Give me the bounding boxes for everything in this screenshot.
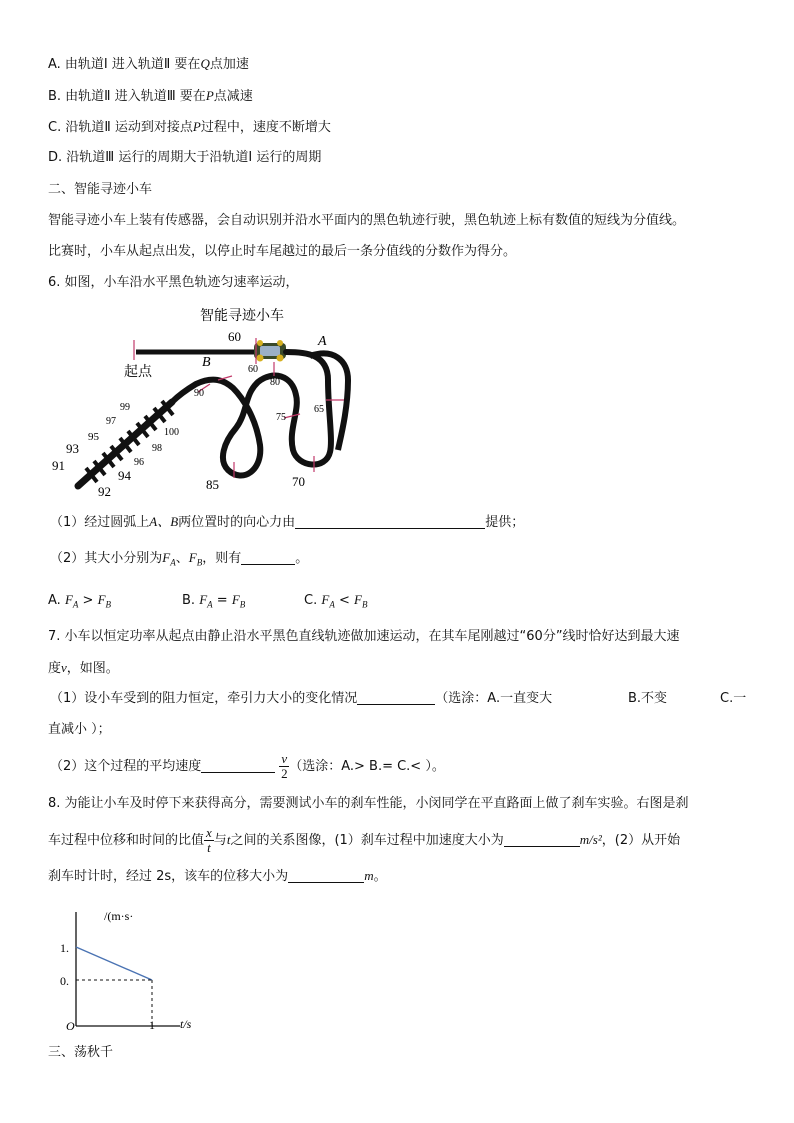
q6-part1: （1）经过圆弧上A、B两位置时的向心力由 提供； (50, 514, 525, 530)
q8-line2: 车过程中位移和时间的比值 $\frac{x}{t}$ 与t之间的关系图像，(1）刹车过程中加速度大小为 m/s²，(2）从开始 (48, 825, 681, 855)
score-label-60-top: 60 (228, 329, 241, 344)
q7-part1-opt-b: B.不变 (628, 691, 668, 706)
q7-part1: （1）设小车受到的阻力恒定，牵引力大小的变化情况 （选涂：A.一直变大 (50, 691, 553, 706)
score-label-98: 98 (152, 443, 162, 454)
q8-displacement-blank[interactable] (288, 868, 364, 883)
score-label-94: 94 (118, 468, 131, 483)
q8-line3: 刹车时计时，经过 2s，该车的位移大小为 m。 (48, 868, 387, 884)
section2-intro-line2: 比赛时，小车从起点出发，以停止时车尾越过的最后一条分值线的分数作为得分。 (48, 244, 517, 259)
q6-option-c[interactable]: C. $F_A < F_B$ (304, 592, 368, 610)
q6-option-b[interactable]: B. $F_A = F_B$ (182, 592, 246, 610)
graph-ylabel: /(m·s· (104, 909, 134, 923)
score-label-75: 75 (276, 412, 286, 423)
score-label-91: 91 (52, 458, 65, 473)
graph-ytick-top: 1. (60, 941, 69, 955)
x-over-t-fraction: $\frac{x}{t}$ (206, 825, 212, 855)
score-label-100: 100 (164, 427, 179, 438)
graph-xlabel: t/s (180, 1017, 192, 1031)
score-label-85: 85 (206, 477, 219, 492)
score-label-70: 70 (292, 474, 305, 489)
track-figure (48, 300, 368, 505)
score-label-93: 93 (66, 441, 79, 456)
section2-title: 二、智能寻迹小车 (48, 182, 153, 197)
score-label-60: 60 (248, 364, 258, 375)
q7-part1-blank[interactable] (357, 690, 435, 705)
q7-line1: 7. 小车以恒定功率从起点由静止沿水平黑色直线轨迹做加速运动，在其车尾刚越过“60分”线时恰好达到最大速 (48, 629, 680, 644)
start-label: 起点 (124, 365, 152, 380)
q6-part2: （2）其大小分别为$F_A$、$F_B$，则有 。 (50, 550, 309, 568)
q6-option-a[interactable]: A. $F_A > F_B$ (48, 592, 112, 610)
score-label-95: 95 (88, 431, 99, 443)
score-label-99: 99 (120, 402, 130, 413)
q7-part2-blank[interactable] (201, 758, 275, 773)
q5-option-b: B. 由轨道Ⅱ 进入轨道Ⅲ 要在P点减速 (48, 88, 253, 104)
point-b-label: B (202, 355, 211, 370)
v-over-2-fraction: $\frac{v}{2}$ (281, 751, 288, 781)
graph-xtick: 1 (149, 1018, 155, 1032)
section2-intro-line1: 智能寻迹小车上装有传感器，会自动识别并沿水平面内的黑色轨迹行驶，黑色轨迹上标有数值的短线为分值线。 (48, 213, 686, 228)
q7-line2: 度v，如图。 (48, 660, 119, 676)
score-label-65: 65 (314, 404, 324, 415)
q7-part1-opt-c: C.一 (720, 691, 747, 706)
graph-origin: O (66, 1019, 75, 1032)
xt-vs-t-graph (48, 900, 218, 1032)
point-a-label: A (318, 334, 327, 349)
q7-part1-line2: 直减小 ）； (48, 722, 111, 737)
score-label-92: 92 (98, 484, 111, 499)
q5-option-a: A. 由轨道Ⅰ 进入轨道Ⅱ 要在Q点加速 (48, 56, 249, 72)
score-label-97: 97 (106, 416, 116, 427)
q8-accel-blank[interactable] (504, 832, 580, 847)
q6-stem: 6. 如图，小车沿水平黑色轨迹匀速率运动， (48, 275, 299, 290)
section3-title: 三、荡秋千 (48, 1045, 114, 1060)
car-label: 智能寻迹小车 (200, 309, 284, 324)
q5-option-c: C. 沿轨道Ⅱ 运动到对接点P过程中，速度不断增大 (48, 119, 331, 135)
q6-part2-blank[interactable] (241, 550, 295, 565)
car-icon (254, 340, 286, 362)
score-label-96: 96 (134, 457, 144, 468)
q7-part2: （2）这个过程的平均速度 $\frac{v}{2}$ （选涂：A.> B.= C.< ）。 (50, 751, 445, 781)
score-label-90: 90 (194, 388, 204, 399)
score-label-80: 80 (270, 377, 280, 388)
q6-part1-blank[interactable] (295, 514, 485, 529)
graph-ytick-mid: 0. (60, 974, 69, 988)
q8-line1: 8. 为能让小车及时停下来获得高分，需要测试小车的刹车性能，小闵同学在平直路面上做了刹车实验。右图是刹 (48, 796, 689, 811)
q5-option-d: D. 沿轨道Ⅲ 运行的周期大于沿轨道Ⅰ 运行的周期 (48, 150, 322, 165)
